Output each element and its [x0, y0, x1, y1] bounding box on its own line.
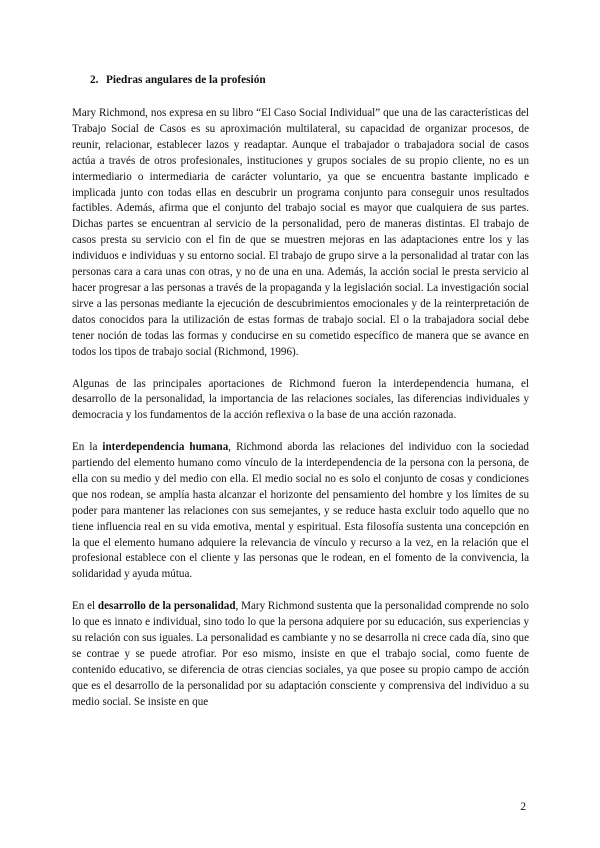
term-desarrollo-personalidad: desarrollo de la personalidad [97, 600, 236, 613]
paragraph-interdependence: En la interdependencia humana, Richmond aborda las relaciones del individuo con la sociedad partiendo del elemento humano como vínculo de la interdependencia de la persona con la persona, de ella con su medio y del medio con ella. El medio social no es solo el conjunto de cosas y condiciones que nos rodean, se amplía hasta alcanzar el horizonte del pensamiento del hombre y los límites de su poder para mantener las relaciones con sus semejantes, y se reduce hasta excluir todo aquello que no tiene influencia real en su vida emotiva, mental y espiritual. Esta filosofía sustenta una concepción en la que el elemento humano adquiere la relevancia de vínculo y recurso a la vez, en la relación que el profesional establece con el cliente y las personas que le rodean, en el fomento de la convivencia, la solidaridad y ayuda mútua. [72, 441, 529, 581]
body-text [72, 106, 529, 726]
paragraph-richmond-intro: Mary Richmond, nos expresa en su libro “El Caso Social Individual” que una de las características del Trabajo Social de Casos es su aproximación multilateral, su capacidad de organizar procesos, de reunir, relacionar, establecer lazos y readaptar. Aunque el trabajador o trabajadora social de casos actúa a través de otros profesionales, instituciones y grupos sociales de su propio cliente, no es un intermediario o intermediaria de carácter voluntario, ya que se encuentra bastante implicado e implicada junto con todas ellas en descubrir un programa conjunto para conseguir unos resultados factibles. Además, afirma que el conjunto del trabajo social es mayor que cualquiera de sus partes. Dichas partes se encuentran al servicio de la personalidad, pero de maneras distintas. El trabajo de casos presta su servicio con el fin de que se muestren mejoras en las adaptaciones entre los y las individuos e individuas y su entorno social. El trabajo de grupo sirve a la personalidad al tratar con las personas cara a cara unas con otras, y no de una en una. Además, la acción social le presta servicio al hacer progresar a las personas a través de la propaganda y la legislación social. La investigación social sirve a las personas mediante la ejecución de descubrimientos emocionales y de la reinterpretación de datos conocidos para la utilización de estas formas de trabajo social. El o la trabajadora social debe tener noción de todas las formas y conducirse en su cometido específico de manera que se avance en todos los tipos de trabajo social (Richmond, 1996). [72, 107, 529, 358]
section-number: 2. [90, 74, 99, 86]
section-heading [90, 74, 266, 86]
page-number: 2 [520, 801, 526, 813]
term-interdependencia-humana: interdependencia humana [102, 441, 229, 454]
section-title: Piedras angulares de la profesión [106, 74, 266, 86]
paragraph-main-contributions: Algunas de las principales aportaciones de Richmond fueron la interdependencia humana, el desarrollo de la personalidad, la importancia de las relaciones sociales, las diferencias individuales y democracia y los fundamentos de la acción reflexiva o la base de una acción razonada. [72, 377, 529, 422]
paragraph-personality: En el desarrollo de la personalidad, Mary Richmond sustenta que la personalidad comprende no solo lo que es innato e individual, sino todo lo que la persona adquiere por su educación, sus experiencias y su relación con sus iguales. La personalidad es cambiante y no se desarrolla ni crece cada día, sino que se contrae y se puede atrofiar. Por eso mismo, insiste en que el trabajo social, como fuente de contenido educativo, se diferencia de otras ciencias sociales, ya que posee su propio campo de acción que es el desarrollo de la personalidad por su adaptación consciente y comprensiva del individuo a su medio social. Se insiste en que [72, 600, 529, 708]
